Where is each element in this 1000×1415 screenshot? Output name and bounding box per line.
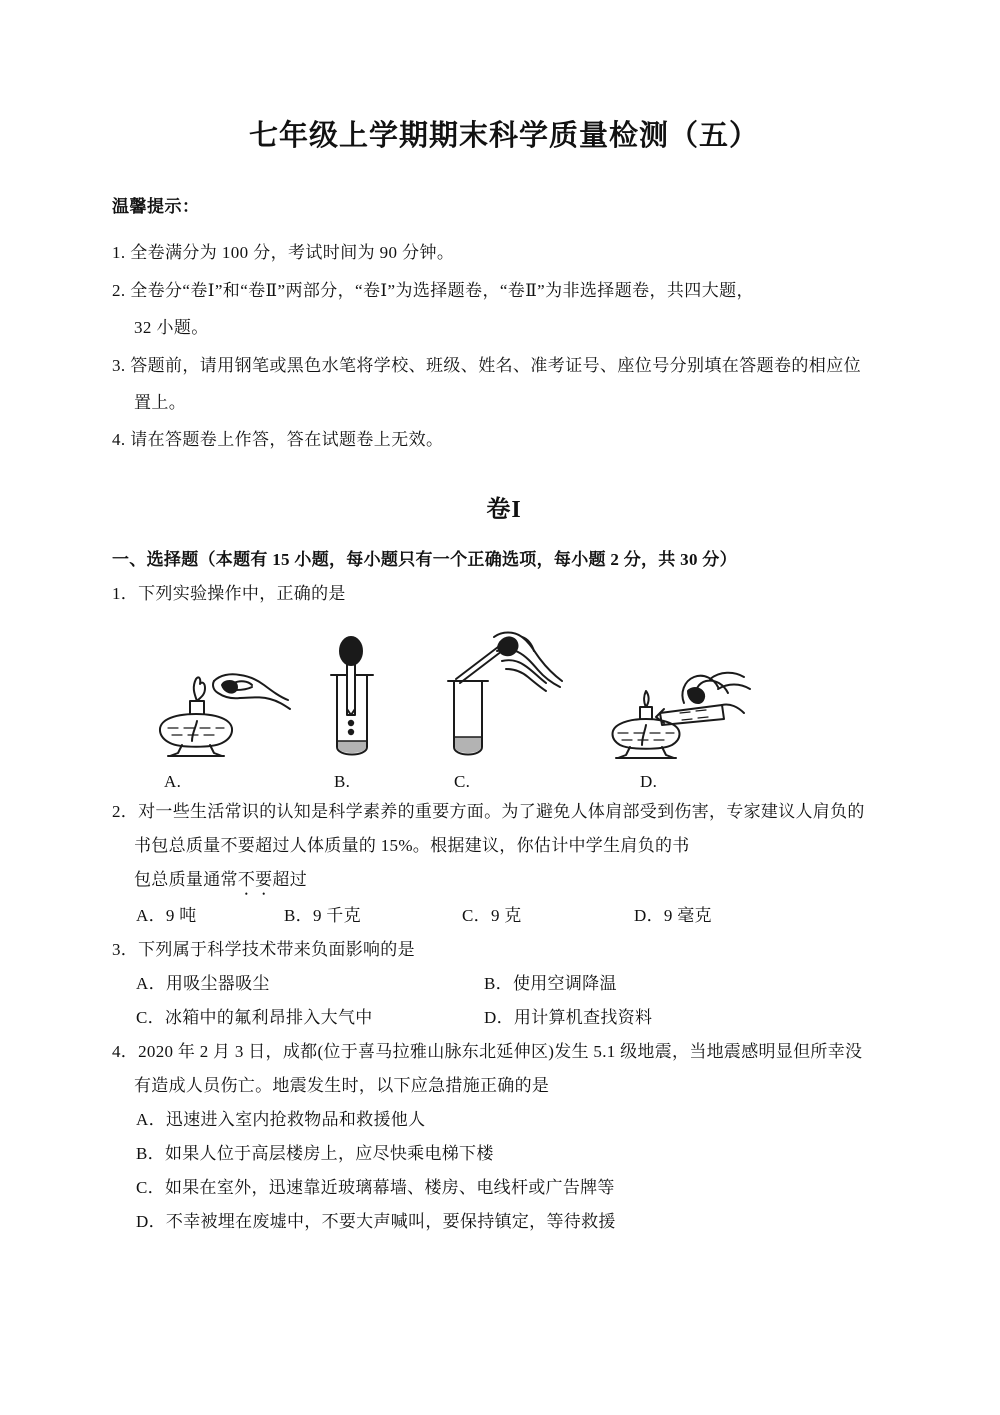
notice-item-1-line1: 1. 全卷满分为 100 分，考试时间为 90 分钟。 — [112, 243, 455, 263]
notice-item-2 — [112, 272, 896, 347]
part-heading-multiple-choice: 一、选择题（本题有 15 小题，每小题只有一个正确选项，每小题 2 分，共 30 分） — [112, 549, 737, 569]
question-4 — [112, 1035, 896, 1239]
question-2-stem-line3 — [112, 863, 896, 899]
question-2-stem-line2: 书包总质量不要超过人体质量的 15%。根据建议，你估计中学生肩负的书 — [134, 836, 690, 856]
question-2-stem-line3-post: 超过 — [272, 870, 308, 890]
figure-option-d — [610, 645, 760, 765]
question-2 — [112, 795, 896, 933]
paper-section-heading: 卷I — [486, 496, 522, 523]
question-1 — [112, 577, 896, 795]
notice-heading: 温馨提示： — [112, 197, 200, 217]
question-2-stem-line3-pre: 包总质量通常 — [134, 870, 238, 890]
question-2-stem-line1: 2．对一些生活常识的认知是科学素养的重要方面。为了避免人体肩部受到伤害，专家建议人肩负的 — [112, 802, 865, 822]
question-1-figure-row — [112, 615, 896, 765]
question-1-figure-labels — [112, 765, 896, 795]
question-2-option-d[interactable]: D．9 毫克 — [634, 906, 712, 926]
question-3-option-c[interactable]: C．冰箱中的氟利昂排入大气中 — [136, 1008, 373, 1028]
question-3-option-a[interactable]: A．用吸尘器吸尘 — [136, 974, 270, 994]
question-2-option-b[interactable]: B．9 千克 — [284, 906, 361, 926]
question-4-option-b[interactable]: B．如果人位于高层楼房上，应尽快乘电梯下楼 — [136, 1144, 494, 1164]
question-2-emphasis-text: 不要 — [237, 870, 273, 890]
figure-label-a: A. — [164, 772, 182, 792]
notice-item-4 — [112, 421, 896, 458]
question-3-option-b[interactable]: B．使用空调降温 — [484, 974, 617, 994]
question-2-options — [112, 899, 896, 933]
question-1-stem: 1．下列实验操作中，正确的是 — [112, 584, 346, 604]
question-4-stem-line2: 有造成人员伤亡。地震发生时，以下应急措施正确的是 — [134, 1076, 550, 1096]
question-3-option-d[interactable]: D．用计算机查找资料 — [484, 1008, 653, 1028]
question-4-option-a[interactable]: A．迅速进入室内抢救物品和救援他人 — [136, 1110, 426, 1130]
notice-item-3 — [112, 347, 896, 422]
notice-item-3-line2: 置上。 — [134, 392, 187, 412]
question-3-options-row-1 — [112, 967, 896, 1001]
question-3-stem: 3．下列属于科学技术带来负面影响的是 — [112, 940, 415, 960]
page-content — [112, 0, 896, 1239]
figure-option-c — [442, 625, 592, 765]
page-title: 七年级上学期期末科学质量检测（五） — [248, 120, 759, 152]
question-4-stem-line1: 4．2020 年 2 月 3 日，成都(位于喜马拉雅山脉东北延伸区)发生 5.1 级地震，当地震感明显但所幸没 — [112, 1042, 863, 1062]
figure-option-b — [317, 635, 387, 765]
figure-label-c: C. — [454, 772, 471, 792]
figure-option-a — [152, 645, 302, 765]
question-4-option-d[interactable]: D．不幸被埋在废墟中，不要大声喊叫，要保持镇定，等待救援 — [136, 1212, 616, 1232]
figure-label-b: B. — [334, 772, 351, 792]
question-4-option-c[interactable]: C．如果在室外，迅速靠近玻璃幕墙、楼房、电线杆或广告牌等 — [136, 1178, 615, 1198]
notice-item-4-line1: 4. 请在答题卷上作答，答在试题卷上无效。 — [112, 430, 444, 450]
figure-label-d: D. — [640, 772, 658, 792]
question-2-option-c[interactable]: C．9 克 — [462, 906, 522, 926]
notice-item-1 — [112, 234, 896, 271]
notice-item-2-line2: 32 小题。 — [134, 318, 209, 338]
question-3-options-row-2 — [112, 1001, 896, 1035]
notice-list — [112, 234, 896, 458]
question-3 — [112, 933, 896, 1035]
notice-item-2-line1: 2. 全卷分“卷Ⅰ”和“卷Ⅱ”两部分，“卷Ⅰ”为选择题卷，“卷Ⅱ”为非选择题卷，共四大题， — [112, 280, 754, 300]
notice-item-3-line1: 3. 答题前，请用钢笔或黑色水笔将学校、班级、姓名、准考证号、座位号分别填在答题卷的相应位 — [112, 355, 861, 375]
question-2-option-a[interactable]: A．9 吨 — [136, 906, 197, 926]
